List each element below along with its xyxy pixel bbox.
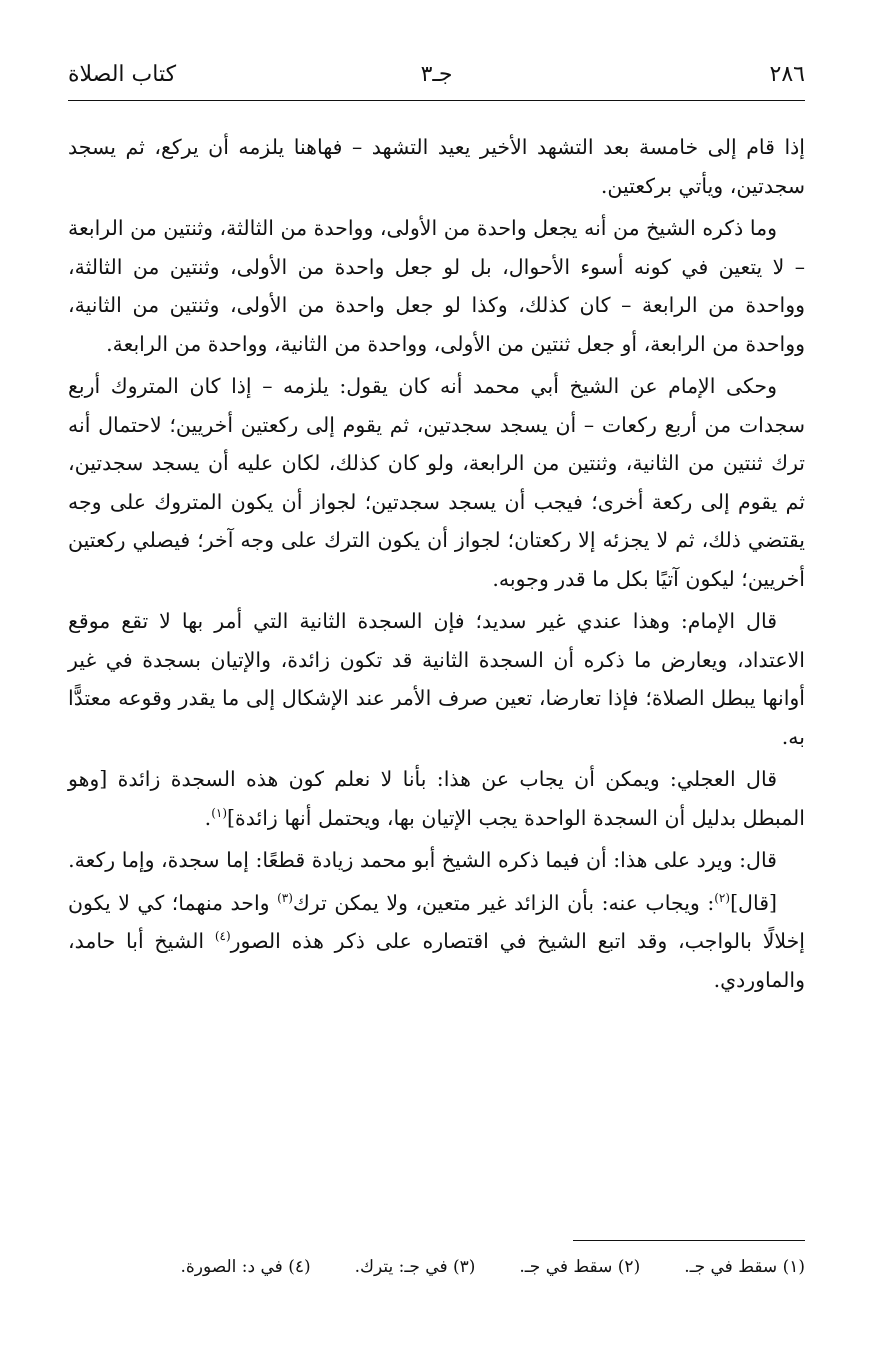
paragraph: قال الإمام: وهذا عندي غير سديد؛ فإن السجدة الثانية التي أمر بها لا تقع موقع الاعتداد، ويعارض ما ذكره أن السجدة الثانية قد تكون زائدة، والإتيان بسجدة في غير أوانها يبطل الصلاة؛ فإذا تعارضا، تعين صرف الأمر عند الإشكال إلى ما يقدر وقوعه معتدًّا به. [68,609,805,749]
page-number: ٢٨٦ [769,62,805,87]
paragraph: وما ذكره الشيخ من أنه يجعل واحدة من الأولى، وواحدة من الثالثة، وثنتين من الرابعة – لا يتعين في كونه أسوء الأحوال، بل لو جعل واحدة من الأولى، وثنتين من الثالثة، وواحدة من الرابعة – كان كذلك، وكذا لو جعل واحدة من الأولى، وثنتين من الثانية، وواحدة من الرابعة، أو جعل ثنتين من الأولى، وواحدة من الثانية، وواحدة من الرابعة. [68,216,805,356]
footnote-marker: (٢) [714,890,731,905]
paragraph: قال: ويرد على هذا: أن فيما ذكره الشيخ أبو محمد زيادة قطعًا: إما سجدة، وإما ركعة. [68,848,777,872]
footnote: (٢) سقط في جـ. [519,1257,641,1277]
footnotes [68,1257,805,1277]
paragraph-text: الشيخ أبا حامد، والماوردي. [68,929,805,992]
footnote-marker: (٣) [277,890,293,905]
paragraph: إذا قام إلى خامسة بعد التشهد الأخير يعيد التشهد – فهاهنا يلزمه أن يركع، ثم يسجد سجدتين، ويأتي بركعتين. [68,135,805,198]
footnote-marker: (٤) [214,929,231,944]
footnote-marker: (١) [211,805,228,820]
volume-label: جـ٣ [420,62,453,87]
footnote-divider [573,1240,805,1241]
paragraph-text: واحد منهما؛ كي لا يكون إخلالًا بالواجب، وقد اتبع الشيخ في اقتصاره على ذكر هذه الصور [68,890,805,953]
paragraph-tail: . [204,805,212,830]
paragraph-ijli [68,760,805,837]
page-header [68,60,805,94]
paragraph-last [68,884,805,1000]
footnote: (١) سقط في جـ. [684,1257,805,1277]
paragraph-text: : ويجاب عنه: بأن الزائد غير متعين، ولا يمكن ترك [292,890,715,915]
bracket-text: [قال] [730,890,777,915]
paragraph-text: قال العجلي: ويمكن أن يجاب عن هذا: بأنا لا نعلم كون هذه السجدة زائدة [وهو المبطل بدليل أن السجدة الواحدة يجب الإتيان بها، ويحتمل أنها زائدة] [68,767,805,830]
header-divider [68,100,805,101]
book-title: كتاب الصلاة [68,62,177,87]
main-text [68,128,805,1003]
footnote: (٣) في جـ: يترك. [354,1257,476,1277]
footnote: (٤) في د: الصورة. [180,1257,311,1277]
paragraph: وحكى الإمام عن الشيخ أبي محمد أنه كان يقول: يلزمه – إذا كان المتروك أربع سجدات من أربع ركعات – أن يسجد سجدتين، ثم يقوم إلى ركعتين أخريين؛ لاحتمال أنه ترك ثنتين من الثانية، وثنتين من الرابعة، ولو كان كذلك، لكان عليه أن يسجد سجدتين، ثم يقوم إلى ركعة أخرى؛ فيجب أن يسجد سجدتين؛ لجواز أن يكون المتروك على وجه يقتضي ذلك، ثم لا يجزئه إلا ركعتان؛ لجواز أن يكون الترك على وجه آخر؛ فيصلي ركعتين أخريين؛ ليكون آتيًا بكل ما قدر وجوبه. [68,374,805,591]
